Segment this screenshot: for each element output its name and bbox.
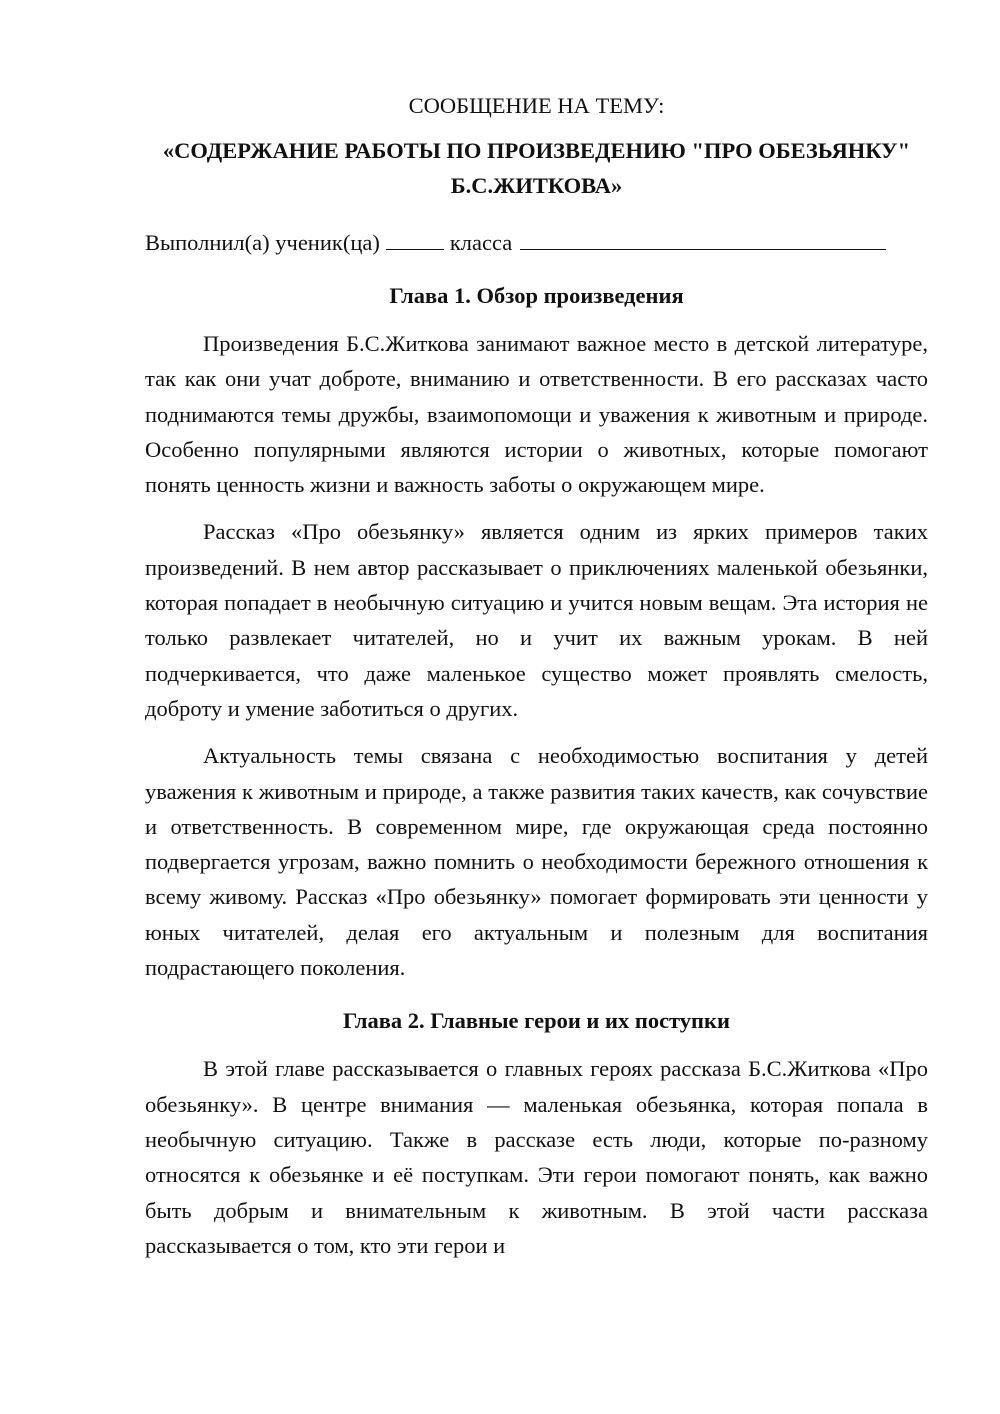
name-blank-field[interactable]: [520, 225, 886, 250]
chapter-1-paragraph: Рассказ «Про обезьянку» является одним из ярких примеров таких произведений. В нем автор рассказывает о приключениях маленькой обезьянки, которая попадает в необычную ситуацию и учится новым вещам. Эта история не только развлекает читателей, но и учит их важным урокам. В ней подчеркивается, что даже маленькое существо может проявлять смелость, доброту и умение заботиться о других.: [145, 519, 928, 721]
document-header: СООБЩЕНИЕ НА ТЕМУ:: [408, 93, 665, 118]
signature-prefix: Выполнил(а) ученик(ца): [145, 230, 380, 255]
signature-middle: класса: [449, 230, 513, 255]
chapter-2-heading: Глава 2. Главные герои и их поступки: [343, 1008, 730, 1034]
document-title: «СОДЕРЖАНИЕ РАБОТЫ ПО ПРОИЗВЕДЕНИЮ "ПРО ОБЕЗЬЯНКУ" Б.С.ЖИТКОВА»: [162, 138, 911, 198]
signature-line: [145, 225, 928, 260]
chapter-1-heading: Глава 1. Обзор произведения: [389, 283, 684, 308]
class-blank-field[interactable]: [386, 225, 444, 250]
chapter-2-paragraph: В этой главе рассказывается о главных героях рассказа Б.С.Житкова «Про обезьянку». В центре внимания — маленькая обезьянка, которая попала в необычную ситуацию. Также в рассказе есть люди, которые по-разному относятся к обезьянке и её поступкам. Эти герои помогают понять, как важно быть добрым и внимательным к животным. В этой части рассказа рассказывается о том, кто эти герои и: [145, 1056, 928, 1258]
chapter-1-paragraph: Произведения Б.С.Житкова занимают важное место в детской литературе, так как они учат доброте, вниманию и ответственности. В его рассказах часто поднимаются темы дружбы, взаимопомощи и уважения к животным и природе. Особенно популярными являются истории о животных, которые помогают понять ценность жизни и важность заботы о окружающем мире.: [145, 331, 928, 498]
document-page: [145, 88, 928, 1275]
chapter-1-paragraph: Актуальность темы связана с необходимостью воспитания у детей уважения к животным и природе, а также развития таких качеств, как сочувствие и ответственность. В современном мире, где окружающая среда постоянно подвергается угрозам, важно помнить о необходимости бережного отношения к всему живому. Рассказ «Про обезьянку» помогает формировать эти ценности у юных читателей, делая его актуальным и полезным для воспитания подрастающего поколения.: [145, 743, 928, 981]
